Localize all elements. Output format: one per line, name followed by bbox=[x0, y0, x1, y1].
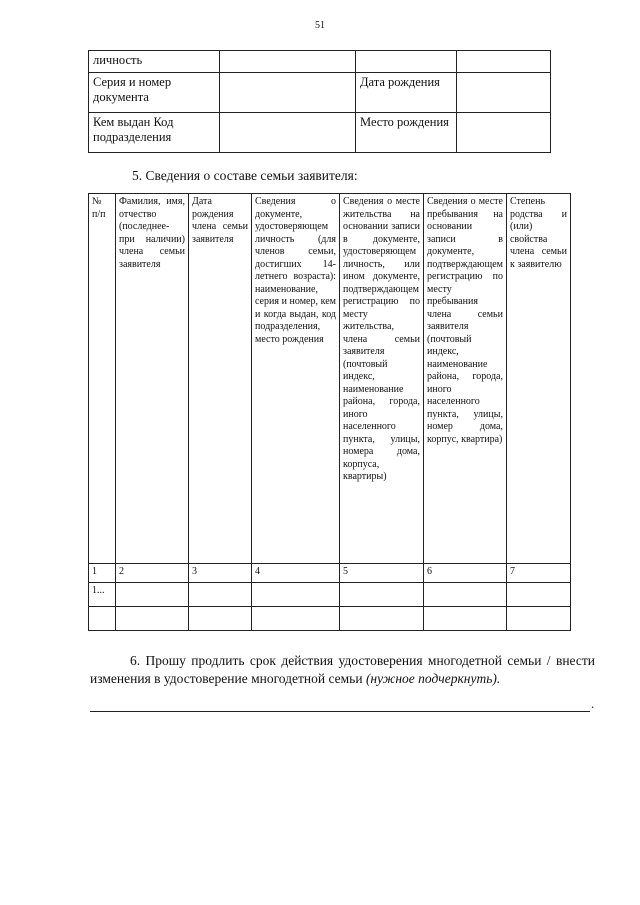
column-header: Сведения о месте жительства на основании записи в документе, удостоверяющем личность, или ином документе, подтверждающем регистрацию по месту жительства, члена семьи заявителя (почтовый индекс, наименование района, города, иного населенного пункта, улицы, номера дома, корпуса, квартиры) bbox=[340, 194, 424, 564]
table-row bbox=[89, 51, 551, 73]
table-row bbox=[89, 73, 551, 113]
column-number: 1 bbox=[89, 564, 116, 583]
identity-document-table bbox=[88, 50, 551, 153]
column-number: 5 bbox=[340, 564, 424, 583]
value-cell bbox=[220, 113, 356, 153]
label-cell: Место рождения bbox=[356, 113, 457, 153]
label-cell: Кем выдан Код подразделения bbox=[89, 113, 220, 153]
column-number-row bbox=[89, 564, 571, 583]
page-number: 51 bbox=[315, 20, 325, 31]
end-mark: . bbox=[591, 696, 595, 711]
value-cell bbox=[457, 113, 551, 153]
label-cell: Серия и номер документа bbox=[89, 73, 220, 113]
table-cell bbox=[89, 607, 116, 631]
section-title: 5. Сведения о составе семьи заявителя: bbox=[132, 168, 358, 183]
family-composition-table bbox=[88, 193, 571, 631]
column-header: № п/п bbox=[89, 194, 116, 564]
column-number: 2 bbox=[116, 564, 189, 583]
column-number: 3 bbox=[189, 564, 252, 583]
value-cell bbox=[457, 73, 551, 113]
table-row bbox=[89, 607, 571, 631]
table-row bbox=[89, 113, 551, 153]
table-cell bbox=[424, 607, 507, 631]
header-row bbox=[89, 194, 571, 564]
request-note: (нужное подчеркнуть). bbox=[365, 671, 501, 686]
value-cell bbox=[220, 51, 356, 73]
column-header: Степень родства и (или) свойства члена семьи к заявителю bbox=[506, 194, 570, 564]
column-header: Фамилия, имя, отчество (последнее- при наличии) члена семьи заявителя bbox=[116, 194, 189, 564]
table-cell bbox=[189, 607, 252, 631]
column-number: 4 bbox=[252, 564, 340, 583]
table-cell bbox=[116, 583, 189, 607]
column-header: Сведения о месте пребывания на основании записи в документе, подтверждающем регистрацию по месту пребывания члена семьи заявителя (почтовый индекс, наименование района, города, иного населенного пункта, улицы, номер дома, корпус, квартира) bbox=[424, 194, 507, 564]
column-number: 7 bbox=[506, 564, 570, 583]
table-cell bbox=[252, 583, 340, 607]
table-cell bbox=[340, 583, 424, 607]
table-cell bbox=[424, 583, 507, 607]
column-header: Дата рождения члена семьи заявителя bbox=[189, 194, 252, 564]
column-number: 6 bbox=[424, 564, 507, 583]
table-row bbox=[89, 583, 571, 607]
table-cell bbox=[506, 607, 570, 631]
value-cell bbox=[220, 73, 356, 113]
request-text: 6. Прошу продлить срок действия удостоверения многодетной семьи / внести изменения в удостоверение многодетной семьи bbox=[90, 653, 595, 686]
label-cell: Дата рождения bbox=[356, 73, 457, 113]
table-cell bbox=[252, 607, 340, 631]
column-header: Сведения о документе, удостоверяющем личность (для членов семьи, достигших 14-летнего возраста): наименование, серия и номер, кем и когда выдан, код подразделения, место рождения bbox=[252, 194, 340, 564]
table-cell bbox=[189, 583, 252, 607]
table-cell bbox=[340, 607, 424, 631]
value-cell bbox=[457, 51, 551, 73]
table-cell bbox=[506, 583, 570, 607]
signature-line bbox=[90, 711, 590, 712]
label-cell: личность bbox=[89, 51, 220, 73]
label-cell bbox=[356, 51, 457, 73]
table-cell: 1... bbox=[89, 583, 116, 607]
request-paragraph bbox=[90, 652, 595, 688]
table-cell bbox=[116, 607, 189, 631]
